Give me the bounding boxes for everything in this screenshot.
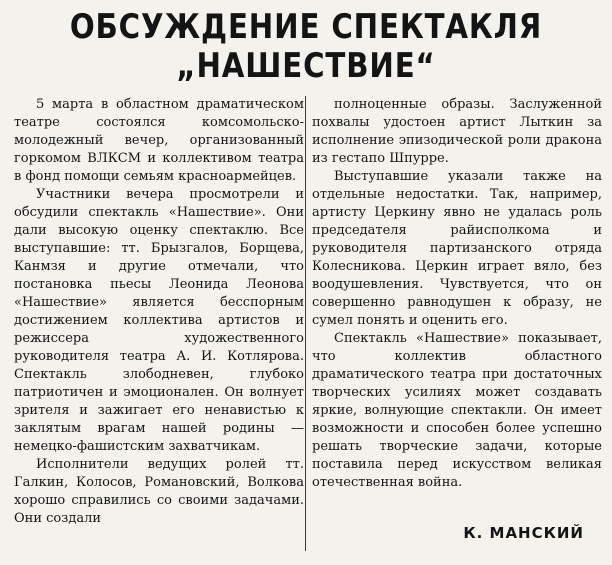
paragraph: Участники вечера просмотрели и обсудили спектакль «Нашествие». Они дали высокую оценку спектаклю. Все выступавшие: тт. Брызгалов, Борщева, Канмзя и другие отмечали, что постановка пьесы Леонида Леонова «Нашествие» является бесспорным достижением коллектива артистов и режиссера художественного руководителя театра А. И. Котлярова. Спектакль злободневен, глубоко патриотичен и эмоционален. Он волнует зрителя и зажигает его ненавистью к заклятым врагам нашей родины — немецко-фашистским захватчикам. — [14, 187, 304, 454]
paragraph: 5 марта в областном драматическом театре состоялся комсомольско-молодежный вечер, организованный горкомом ВЛКСМ и коллективом театра в фонд помощи семьям красноармейцев. — [14, 97, 304, 184]
headline-line-1: ОБСУЖДЕНИЕ СПЕКТАКЛЯ — [69, 7, 543, 47]
author-signature: К. МАНСКИЙ — [463, 524, 584, 542]
right-column — [312, 96, 602, 492]
paragraph: полноценные образы. Заслуженной похвалы удостоен артист Лыткин за исполнение эпизодической роли дракона из гестапо Шпурре. — [312, 97, 602, 166]
left-column — [14, 96, 304, 528]
paragraph: Выступавшие указали также на отдельные недостатки. Так, например, артисту Церкину явно не удалась роль председателя райисполкома и руководителя партизанского отряда Колесникова. Церкин играет вяло, без воодушевления. Чувствуется, что он совершенно равнодушен к образу, не сумел понять и оценить его. — [312, 169, 602, 328]
column-divider — [305, 96, 306, 551]
headline — [43, 8, 569, 86]
paragraph: Исполнители ведущих ролей тт. Галкин, Колосов, Романовский, Волкова хорошо справились со своими задачами. Они создали — [14, 457, 304, 526]
headline-line-2: „НАШЕСТВИЕ“ — [176, 46, 436, 86]
paragraph: Спектакль «Нашествие» показывает, что коллектив областного драматического театра при достаточных творческих усилиях может создавать яркие, волнующие спектакли. Он имеет возможности и способен более успешно решать творческие задачи, которые поставила перед искусством великая отечественная война. — [312, 331, 602, 490]
